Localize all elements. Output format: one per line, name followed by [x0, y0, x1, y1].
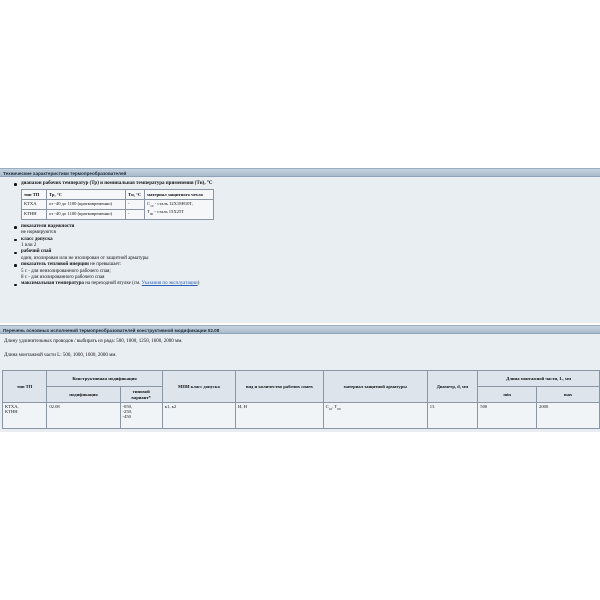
mods-header-material: материал защитной арматуры [323, 371, 427, 403]
temp-row-type: КТНН [22, 209, 47, 219]
maxtemp-label: максимальная температура [21, 281, 84, 287]
temp-table [21, 189, 214, 219]
section-header-tech: Технические характеристики термопреобразователей [0, 168, 600, 177]
mods-material-sub-1: 10 [328, 406, 333, 411]
mods-cell-min: 500 [478, 403, 537, 429]
temp-table-header-type: тип ТП [22, 190, 47, 199]
temp-row-tn: - [126, 209, 145, 219]
mods-cell-mpi: к1, к2 [162, 403, 235, 429]
mods-cell-type [3, 403, 47, 429]
temp-row-tn: - [126, 199, 145, 209]
mods-section-body [0, 334, 600, 432]
temp-range-label: диапазон рабочих температур (Тр) и номинальная температура применения (Тн), °С [21, 181, 213, 186]
mods-header-junction: вид и количество рабочих спаев [236, 371, 324, 403]
temp-table-header-tn: Тн, °С [126, 190, 145, 199]
spec-accuracy [14, 237, 584, 250]
mods-header-type: тип ТП [3, 371, 47, 403]
mods-header-mpi: МПИ класс допуска [162, 371, 235, 403]
spec-inertia [14, 262, 584, 281]
mods-type-2: КТНН [5, 409, 18, 415]
mods-cell-variant [120, 403, 162, 429]
temp-row-type: КТХА [22, 199, 47, 209]
mods-cell-max: 2000 [537, 403, 600, 429]
inertia-label: показатель тепловой инерции [21, 262, 89, 268]
material-sub-00: 00 [149, 212, 154, 217]
temp-row-material: $С_{10}$ - сталь 12Х18Н10Т, $Т_{00}$ - сталь 15Х25Т [145, 199, 214, 219]
maxtemp-text: на переходной втулке (см. [83, 281, 142, 287]
mods-header-construct: Конструктивная модификация [47, 371, 162, 387]
mods-material-sub-2: 00 [337, 406, 341, 411]
reliability-label: показатели надежности [21, 223, 75, 229]
material-line-1: - сталь 12Х18Н10Т, [153, 201, 193, 207]
mods-type-1: КТХА, [5, 404, 19, 409]
modifications-table [2, 370, 600, 429]
mods-cell-diameter: 13 [427, 403, 478, 429]
mods-cell-junction: И, Н [236, 403, 324, 429]
material-line-2: - сталь 15Х25Т [153, 209, 185, 215]
maxtemp-close: ) [197, 281, 200, 287]
inertia-value-2: 8 с - для изолированного рабочего спая [21, 275, 105, 281]
mods-header-modification: модификация [47, 387, 120, 403]
temp-table-header-tr: Тр, °С [47, 190, 126, 199]
accuracy-label: класс допуска [21, 236, 53, 242]
mount-length-note: Длина монтажной части L: 500, 1000, 1600, 2000 мм. [4, 353, 117, 358]
accuracy-value: 1 или 2 [21, 243, 37, 249]
temp-row-tr: от -40 до 1100 (кратковременно) [47, 199, 126, 209]
spec-max-temp [14, 281, 584, 287]
junction-label: рабочий спай [21, 249, 52, 255]
table-row [22, 199, 214, 209]
mods-header-min: min [478, 387, 537, 403]
section-header-mods: Перечень основных исполнений термопреобразователей конструктивной модификации 02.08 [0, 325, 600, 334]
table-row [3, 403, 600, 429]
mods-header-max: max [537, 387, 600, 403]
temp-row-tr: от -40 до 1100 (кратковременно) [47, 209, 126, 219]
junction-value: один, изолирован или не изолирован от защитной арматуры [21, 255, 149, 261]
inertia-value-1: 5 с - для неизолированного рабочего спая; [21, 268, 111, 274]
mods-header-variant: типовой вариант* [120, 387, 162, 403]
mods-variant-2: -250, [122, 409, 133, 415]
material-sub-10: 10 [150, 204, 154, 209]
tech-spec-list [14, 181, 584, 288]
temp-table-header-material: материал защитного чехла [145, 190, 214, 199]
operating-instructions-link[interactable]: Указания по эксплуатации [141, 281, 198, 287]
spec-reliability [14, 224, 584, 237]
inertia-suffix: не превышает: [88, 262, 122, 268]
reliability-value: не нормируются [21, 230, 56, 236]
tech-section-body [0, 177, 600, 323]
mods-header-diameter: Диаметр, d, мм [427, 371, 478, 403]
mods-cell-material: $С_{10}$, $Т_{00}$ [323, 403, 427, 429]
mods-variant-1: -050, [122, 404, 133, 409]
mods-header-length: Длина монтажной части, L, мм [478, 371, 600, 387]
mods-variant-3: -450 [122, 414, 131, 420]
wire-length-note: Длину удлинительных проводов / выбирать из ряда: 500, 1000, 1250, 1600, 2000 мм. [4, 339, 183, 344]
mods-cell-modification: 02.08 [47, 403, 120, 429]
spec-temp-range [14, 181, 584, 220]
spec-junction [14, 249, 584, 262]
mods-material-sep: , Т [332, 404, 338, 409]
